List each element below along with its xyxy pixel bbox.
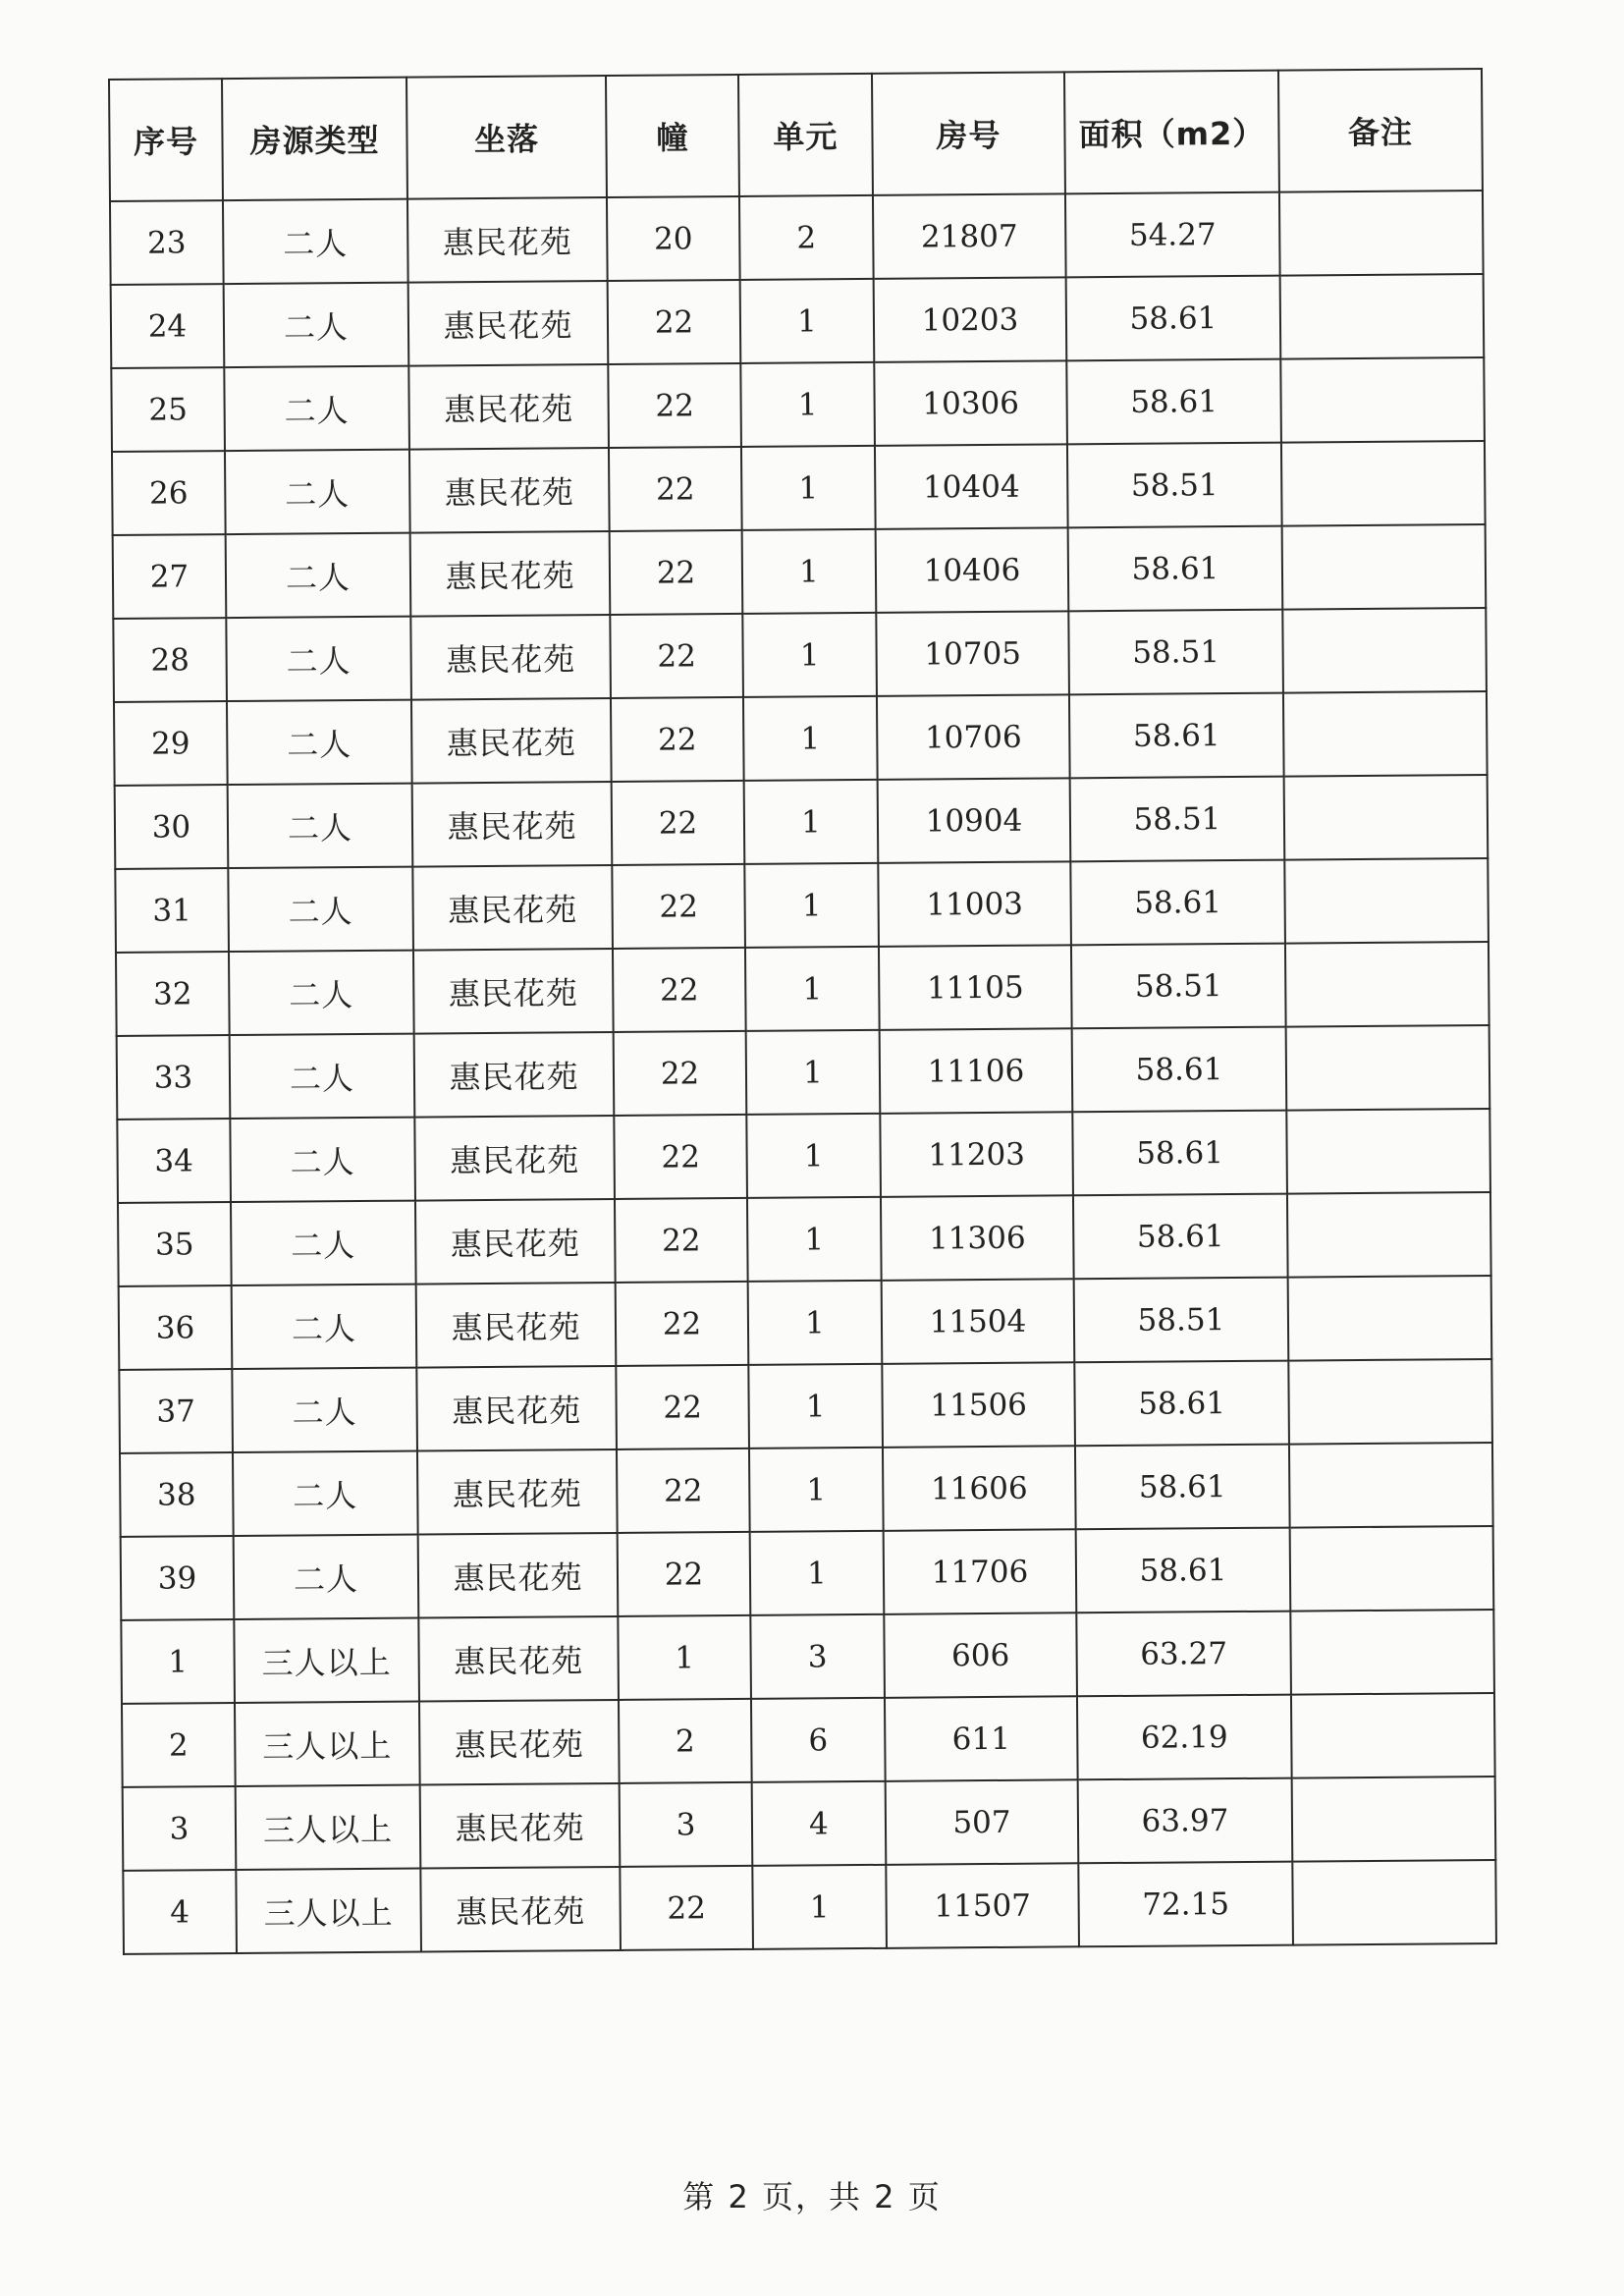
cell-building: 22	[608, 280, 741, 364]
cell-index: 31	[115, 868, 229, 953]
cell-unit: 1	[750, 1531, 885, 1615]
cell-index: 27	[113, 534, 227, 619]
cell-building: 20	[607, 196, 740, 281]
cell-area: 63.97	[1078, 1778, 1293, 1864]
cell-building: 22	[617, 1449, 750, 1533]
cell-area: 58.51	[1071, 944, 1286, 1029]
table-row	[114, 691, 1488, 786]
table-row	[122, 1693, 1495, 1787]
cell-area: 63.27	[1076, 1612, 1291, 1697]
cell-location: 惠民花苑	[413, 949, 614, 1034]
cell-area: 58.61	[1066, 276, 1281, 361]
cell-remarks	[1292, 1860, 1496, 1945]
cell-location: 惠民花苑	[414, 1116, 615, 1201]
cell-room-number: 11203	[880, 1112, 1073, 1197]
cell-building: 22	[610, 614, 743, 698]
cell-unit: 1	[746, 1114, 881, 1198]
cell-unit: 1	[746, 1030, 881, 1115]
cell-area: 62.19	[1077, 1695, 1292, 1780]
cell-room-number: 21807	[873, 193, 1066, 279]
cell-location: 惠民花苑	[418, 1533, 619, 1618]
cell-room-number: 611	[885, 1696, 1078, 1781]
page-number: 第 2 页，共 2 页	[682, 2178, 942, 2215]
cell-index: 24	[111, 284, 225, 368]
cell-index: 3	[123, 1786, 237, 1871]
header-location: 坐落	[406, 76, 607, 199]
cell-remarks	[1284, 858, 1489, 944]
cell-remarks	[1280, 357, 1485, 443]
cell-remarks	[1286, 1025, 1490, 1111]
cell-location: 惠民花苑	[420, 1783, 621, 1869]
table-row	[116, 942, 1489, 1036]
table-row	[110, 191, 1484, 285]
cell-housing-type: 二人	[231, 1201, 416, 1285]
cell-location: 惠民花苑	[412, 865, 613, 951]
cell-location: 惠民花苑	[416, 1366, 617, 1451]
cell-housing-type: 三人以上	[236, 1785, 421, 1870]
table-row	[113, 524, 1487, 619]
cell-location: 惠民花苑	[412, 782, 613, 867]
cell-housing-type: 二人	[229, 951, 414, 1035]
cell-building: 22	[612, 864, 745, 949]
cell-unit: 1	[752, 1865, 887, 1949]
cell-housing-type: 三人以上	[236, 1869, 421, 1953]
cell-housing-type: 二人	[230, 1034, 415, 1119]
cell-remarks	[1283, 691, 1488, 777]
cell-unit: 1	[740, 279, 875, 363]
cell-room-number: 10705	[876, 611, 1069, 696]
header-room-number: 房号	[872, 72, 1065, 195]
cell-housing-type: 二人	[227, 700, 412, 785]
cell-remarks	[1284, 775, 1489, 860]
cell-room-number: 11606	[883, 1446, 1076, 1531]
cell-unit: 1	[748, 1281, 883, 1365]
cell-index: 1	[121, 1619, 235, 1704]
cell-unit: 2	[739, 195, 874, 280]
cell-location: 惠民花苑	[411, 698, 612, 784]
cell-unit: 1	[742, 613, 877, 697]
cell-location: 惠民花苑	[415, 1199, 616, 1285]
cell-unit: 1	[744, 780, 879, 864]
cell-remarks	[1289, 1443, 1493, 1528]
cell-building: 22	[610, 530, 743, 615]
cell-index: 25	[111, 367, 225, 452]
table-row	[115, 858, 1489, 953]
cell-area: 58.61	[1076, 1528, 1291, 1613]
cell-room-number: 10203	[874, 277, 1067, 362]
cell-remarks	[1286, 1109, 1490, 1194]
table-row	[121, 1610, 1494, 1704]
cell-area: 72.15	[1078, 1862, 1293, 1947]
cell-remarks	[1281, 441, 1486, 526]
cell-housing-type: 二人	[232, 1368, 417, 1452]
cell-index: 29	[114, 701, 228, 786]
table-row	[123, 1860, 1496, 1954]
cell-unit: 1	[742, 529, 877, 614]
cell-room-number: 507	[886, 1779, 1079, 1865]
cell-index: 4	[123, 1870, 237, 1954]
cell-building: 22	[609, 447, 742, 531]
cell-room-number: 11706	[884, 1529, 1077, 1614]
table-row	[121, 1526, 1494, 1620]
table-row	[123, 1777, 1496, 1871]
cell-location: 惠民花苑	[410, 615, 611, 700]
table-row	[111, 357, 1485, 452]
cell-room-number: 11306	[881, 1195, 1074, 1281]
cell-unit: 1	[743, 696, 878, 781]
cell-index: 32	[116, 952, 230, 1036]
cell-room-number: 11106	[880, 1028, 1073, 1114]
cell-building: 22	[616, 1282, 749, 1366]
cell-housing-type: 二人	[228, 784, 413, 868]
cell-remarks	[1288, 1359, 1492, 1445]
cell-housing-type: 二人	[230, 1118, 415, 1202]
cell-building: 22	[608, 363, 741, 448]
cell-room-number: 10904	[878, 778, 1071, 863]
header-unit: 单元	[738, 74, 873, 196]
cell-remarks	[1290, 1526, 1494, 1612]
cell-area: 58.61	[1074, 1361, 1289, 1447]
cell-location: 惠民花苑	[419, 1700, 620, 1785]
cell-unit: 1	[740, 362, 875, 447]
cell-location: 惠民花苑	[407, 197, 608, 283]
cell-housing-type: 二人	[234, 1535, 419, 1619]
cell-building: 2	[619, 1699, 752, 1783]
cell-unit: 1	[744, 863, 879, 948]
cell-remarks	[1287, 1192, 1491, 1278]
cell-housing-type: 三人以上	[235, 1702, 420, 1786]
table-row	[117, 1109, 1490, 1203]
header-row	[109, 69, 1483, 201]
table-row	[119, 1359, 1492, 1453]
cell-room-number: 11504	[882, 1279, 1075, 1364]
cell-area: 58.61	[1072, 1111, 1287, 1196]
cell-building: 22	[614, 1115, 747, 1199]
cell-unit: 1	[741, 446, 876, 530]
cell-unit: 4	[752, 1781, 887, 1866]
cell-location: 惠民花苑	[416, 1283, 617, 1368]
cell-remarks	[1282, 524, 1487, 610]
cell-index: 34	[117, 1119, 231, 1203]
housing-table	[108, 68, 1497, 1955]
cell-remarks	[1291, 1693, 1495, 1778]
cell-index: 23	[110, 200, 224, 285]
cell-room-number: 11003	[878, 861, 1071, 947]
cell-building: 22	[612, 781, 745, 865]
table-row	[120, 1443, 1493, 1537]
cell-building: 22	[618, 1532, 751, 1616]
table-row	[115, 775, 1489, 869]
cell-unit: 6	[751, 1698, 886, 1782]
cell-area: 58.61	[1073, 1194, 1288, 1280]
cell-room-number: 11506	[882, 1362, 1075, 1448]
cell-building: 22	[620, 1866, 753, 1950]
table-body	[110, 191, 1496, 1954]
header-index: 序号	[109, 79, 223, 201]
cell-housing-type: 二人	[226, 617, 411, 701]
cell-remarks	[1279, 191, 1484, 276]
cell-index: 35	[118, 1202, 232, 1286]
cell-building: 22	[614, 1031, 747, 1116]
cell-building: 22	[613, 948, 746, 1032]
cell-unit: 3	[750, 1614, 885, 1699]
cell-room-number: 10306	[874, 360, 1067, 446]
cell-index: 39	[121, 1536, 235, 1620]
cell-location: 惠民花苑	[408, 281, 609, 366]
cell-housing-type: 三人以上	[234, 1618, 419, 1703]
cell-room-number: 11105	[879, 945, 1072, 1030]
cell-area: 58.61	[1072, 1027, 1287, 1113]
cell-index: 26	[112, 451, 226, 535]
cell-area: 58.51	[1067, 443, 1282, 528]
cell-area: 58.61	[1070, 860, 1285, 946]
header-remarks: 备注	[1278, 69, 1483, 192]
cell-area: 58.61	[1068, 526, 1283, 612]
cell-remarks	[1290, 1610, 1494, 1695]
cell-room-number: 11507	[886, 1863, 1079, 1948]
cell-housing-type: 二人	[224, 283, 409, 367]
table-row	[112, 441, 1486, 535]
cell-room-number: 10706	[877, 694, 1070, 780]
header-area: 面积（m2）	[1064, 71, 1279, 194]
cell-housing-type: 二人	[226, 533, 411, 618]
cell-area: 58.61	[1066, 359, 1281, 445]
header-housing-type: 房源类型	[222, 78, 407, 200]
cell-index: 37	[119, 1369, 233, 1453]
cell-area: 58.61	[1069, 693, 1284, 779]
cell-building: 22	[615, 1198, 748, 1283]
cell-area: 58.51	[1068, 610, 1283, 695]
cell-location: 惠民花苑	[418, 1616, 619, 1702]
cell-remarks	[1292, 1777, 1496, 1862]
cell-area: 54.27	[1065, 192, 1280, 278]
table-row	[111, 274, 1485, 368]
cell-location: 惠民花苑	[414, 1032, 615, 1118]
cell-building: 3	[620, 1782, 753, 1867]
cell-unit: 1	[745, 947, 880, 1031]
table-row	[113, 608, 1487, 702]
table-row	[119, 1276, 1492, 1370]
cell-room-number: 10404	[875, 444, 1068, 529]
cell-area: 58.51	[1070, 777, 1285, 862]
cell-room-number: 606	[884, 1613, 1077, 1698]
cell-index: 30	[115, 785, 229, 869]
cell-room-number: 10406	[876, 527, 1069, 613]
cell-housing-type: 二人	[223, 199, 408, 284]
cell-index: 2	[122, 1703, 236, 1787]
cell-location: 惠民花苑	[408, 364, 609, 450]
cell-building: 22	[616, 1365, 749, 1449]
cell-housing-type: 二人	[225, 450, 410, 534]
cell-location: 惠民花苑	[417, 1449, 618, 1535]
cell-location: 惠民花苑	[409, 448, 610, 533]
cell-remarks	[1285, 942, 1489, 1027]
header-building: 幢	[606, 75, 739, 197]
cell-area: 58.51	[1074, 1278, 1289, 1363]
table-row	[118, 1192, 1491, 1286]
cell-remarks	[1288, 1276, 1492, 1361]
table-row	[117, 1025, 1490, 1120]
cell-index: 36	[119, 1285, 233, 1370]
cell-building: 22	[611, 697, 744, 782]
cell-index: 33	[117, 1035, 231, 1120]
cell-housing-type: 二人	[224, 366, 409, 451]
cell-location: 惠民花苑	[410, 531, 611, 617]
cell-unit: 1	[747, 1197, 882, 1282]
cell-housing-type: 二人	[232, 1285, 417, 1369]
cell-housing-type: 二人	[233, 1451, 418, 1536]
cell-index: 38	[120, 1452, 234, 1537]
cell-unit: 1	[748, 1364, 883, 1449]
cell-housing-type: 二人	[228, 867, 413, 952]
cell-index: 28	[113, 618, 227, 702]
cell-building: 1	[618, 1615, 751, 1700]
cell-unit: 1	[749, 1448, 884, 1532]
cell-area: 58.61	[1075, 1445, 1290, 1530]
cell-remarks	[1282, 608, 1487, 693]
cell-remarks	[1280, 274, 1485, 359]
cell-location: 惠民花苑	[420, 1867, 621, 1952]
